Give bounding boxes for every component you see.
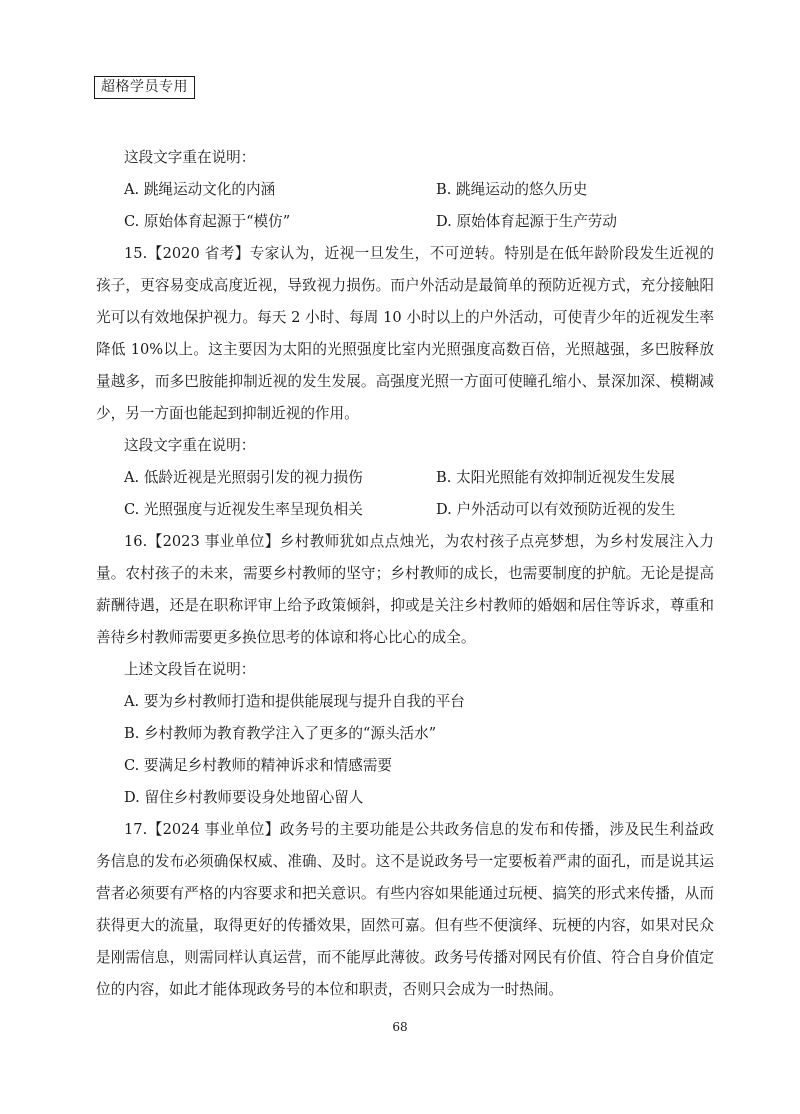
q14-options-row-2 xyxy=(124,206,714,238)
q15-option-d[interactable]: D. 户外活动可以有效预防近视的发生 xyxy=(436,501,676,518)
student-only-tag: 超格学员专用 xyxy=(94,76,195,99)
q15-option-a[interactable]: A. 低龄近视是光照弱引发的视力损伤 xyxy=(124,469,363,486)
q14-options-row-1 xyxy=(124,174,714,206)
q15-options-row-2 xyxy=(124,494,714,526)
q17-passage: 17.【2024 事业单位】政务号的主要功能是公共政务信息的发布和传播，涉及民生利益政务信息的发布必须确保权威、准确、及时。这不是说政务号一定要板着严肃的面孔，而是说其运营者必须要有严格的内容要求和把关意识。有些内容如果能通过玩梗、搞笑的形式来传播，从而获得更大的流量，取得更好的传播效果，固然可嘉。但有些不便演绎、玩梗的内容，如果对民众是刚需信息，则需同样认真运营，而不能厚此薄彼。政务号传播对网民有价值、符合自身价值定位的内容，如此才能体现政务号的本位和职责，否则只会成为一时热闹。 xyxy=(96,821,714,998)
q16-passage: 16.【2023 事业单位】乡村教师犹如点点烛光，为农村孩子点亮梦想，为乡村发展注入力量。农村孩子的未来，需要乡村教师的坚守；乡村教师的成长，也需要制度的护航。无论是提高薪酬待遇，还是在职称评审上给予政策倾斜，抑或是关注乡村教师的婚姻和居住等诉求，尊重和善待乡村教师需要更多换位思考的体谅和将心比心的成全。 xyxy=(96,533,714,646)
page-number: 68 xyxy=(392,1020,408,1034)
q14-stem: 这段文字重在说明： xyxy=(124,149,256,166)
q16-option-c[interactable]: C. 要满足乡村教师的精神诉求和情感需要 xyxy=(124,757,393,774)
q16-option-b[interactable]: B. 乡村教师为教育教学注入了更多的“源头活水” xyxy=(124,725,437,742)
q15-option-c[interactable]: C. 光照强度与近视发生率呈现负相关 xyxy=(124,501,363,518)
q14-option-b[interactable]: B. 跳绳运动的悠久历史 xyxy=(436,181,588,198)
q16-option-a[interactable]: A. 要为乡村教师打造和提供能展现与提升自我的平台 xyxy=(124,693,465,710)
q15-passage: 15.【2020 省考】专家认为，近视一旦发生，不可逆转。特别是在低年龄阶段发生近视的孩子，更容易变成高度近视，导致视力损伤。而户外活动是最简单的预防近视方式，充分接触阳光可以有效地保护视力。每天 2 小时、每周 10 小时以上的户外活动，可使青少年的近视发生率降低 10%以上。这主要因为太阳的光照强度比室内光照强度高数百倍，光照越强，多巴胺释放量越多，而多巴胺能抑制近视的发生发展。高强度光照一方面可使瞳孔缩小、景深加深、模糊减少，另一方面也能起到抑制近视的作用。 xyxy=(96,245,714,422)
q14-option-a[interactable]: A. 跳绳运动文化的内涵 xyxy=(124,181,276,198)
q14-option-c[interactable]: C. 原始体育起源于“模仿” xyxy=(124,213,291,230)
q15-stem: 这段文字重在说明： xyxy=(124,437,256,454)
q14-option-d[interactable]: D. 原始体育起源于生产劳动 xyxy=(436,213,617,230)
q15-options-row-1 xyxy=(124,462,714,494)
q16-stem: 上述文段旨在说明： xyxy=(124,661,256,678)
q16-option-d[interactable]: D. 留住乡村教师要设身处地留心留人 xyxy=(124,789,364,806)
content-body xyxy=(96,142,714,1006)
q15-option-b[interactable]: B. 太阳光照能有效抑制近视发生发展 xyxy=(436,469,675,486)
